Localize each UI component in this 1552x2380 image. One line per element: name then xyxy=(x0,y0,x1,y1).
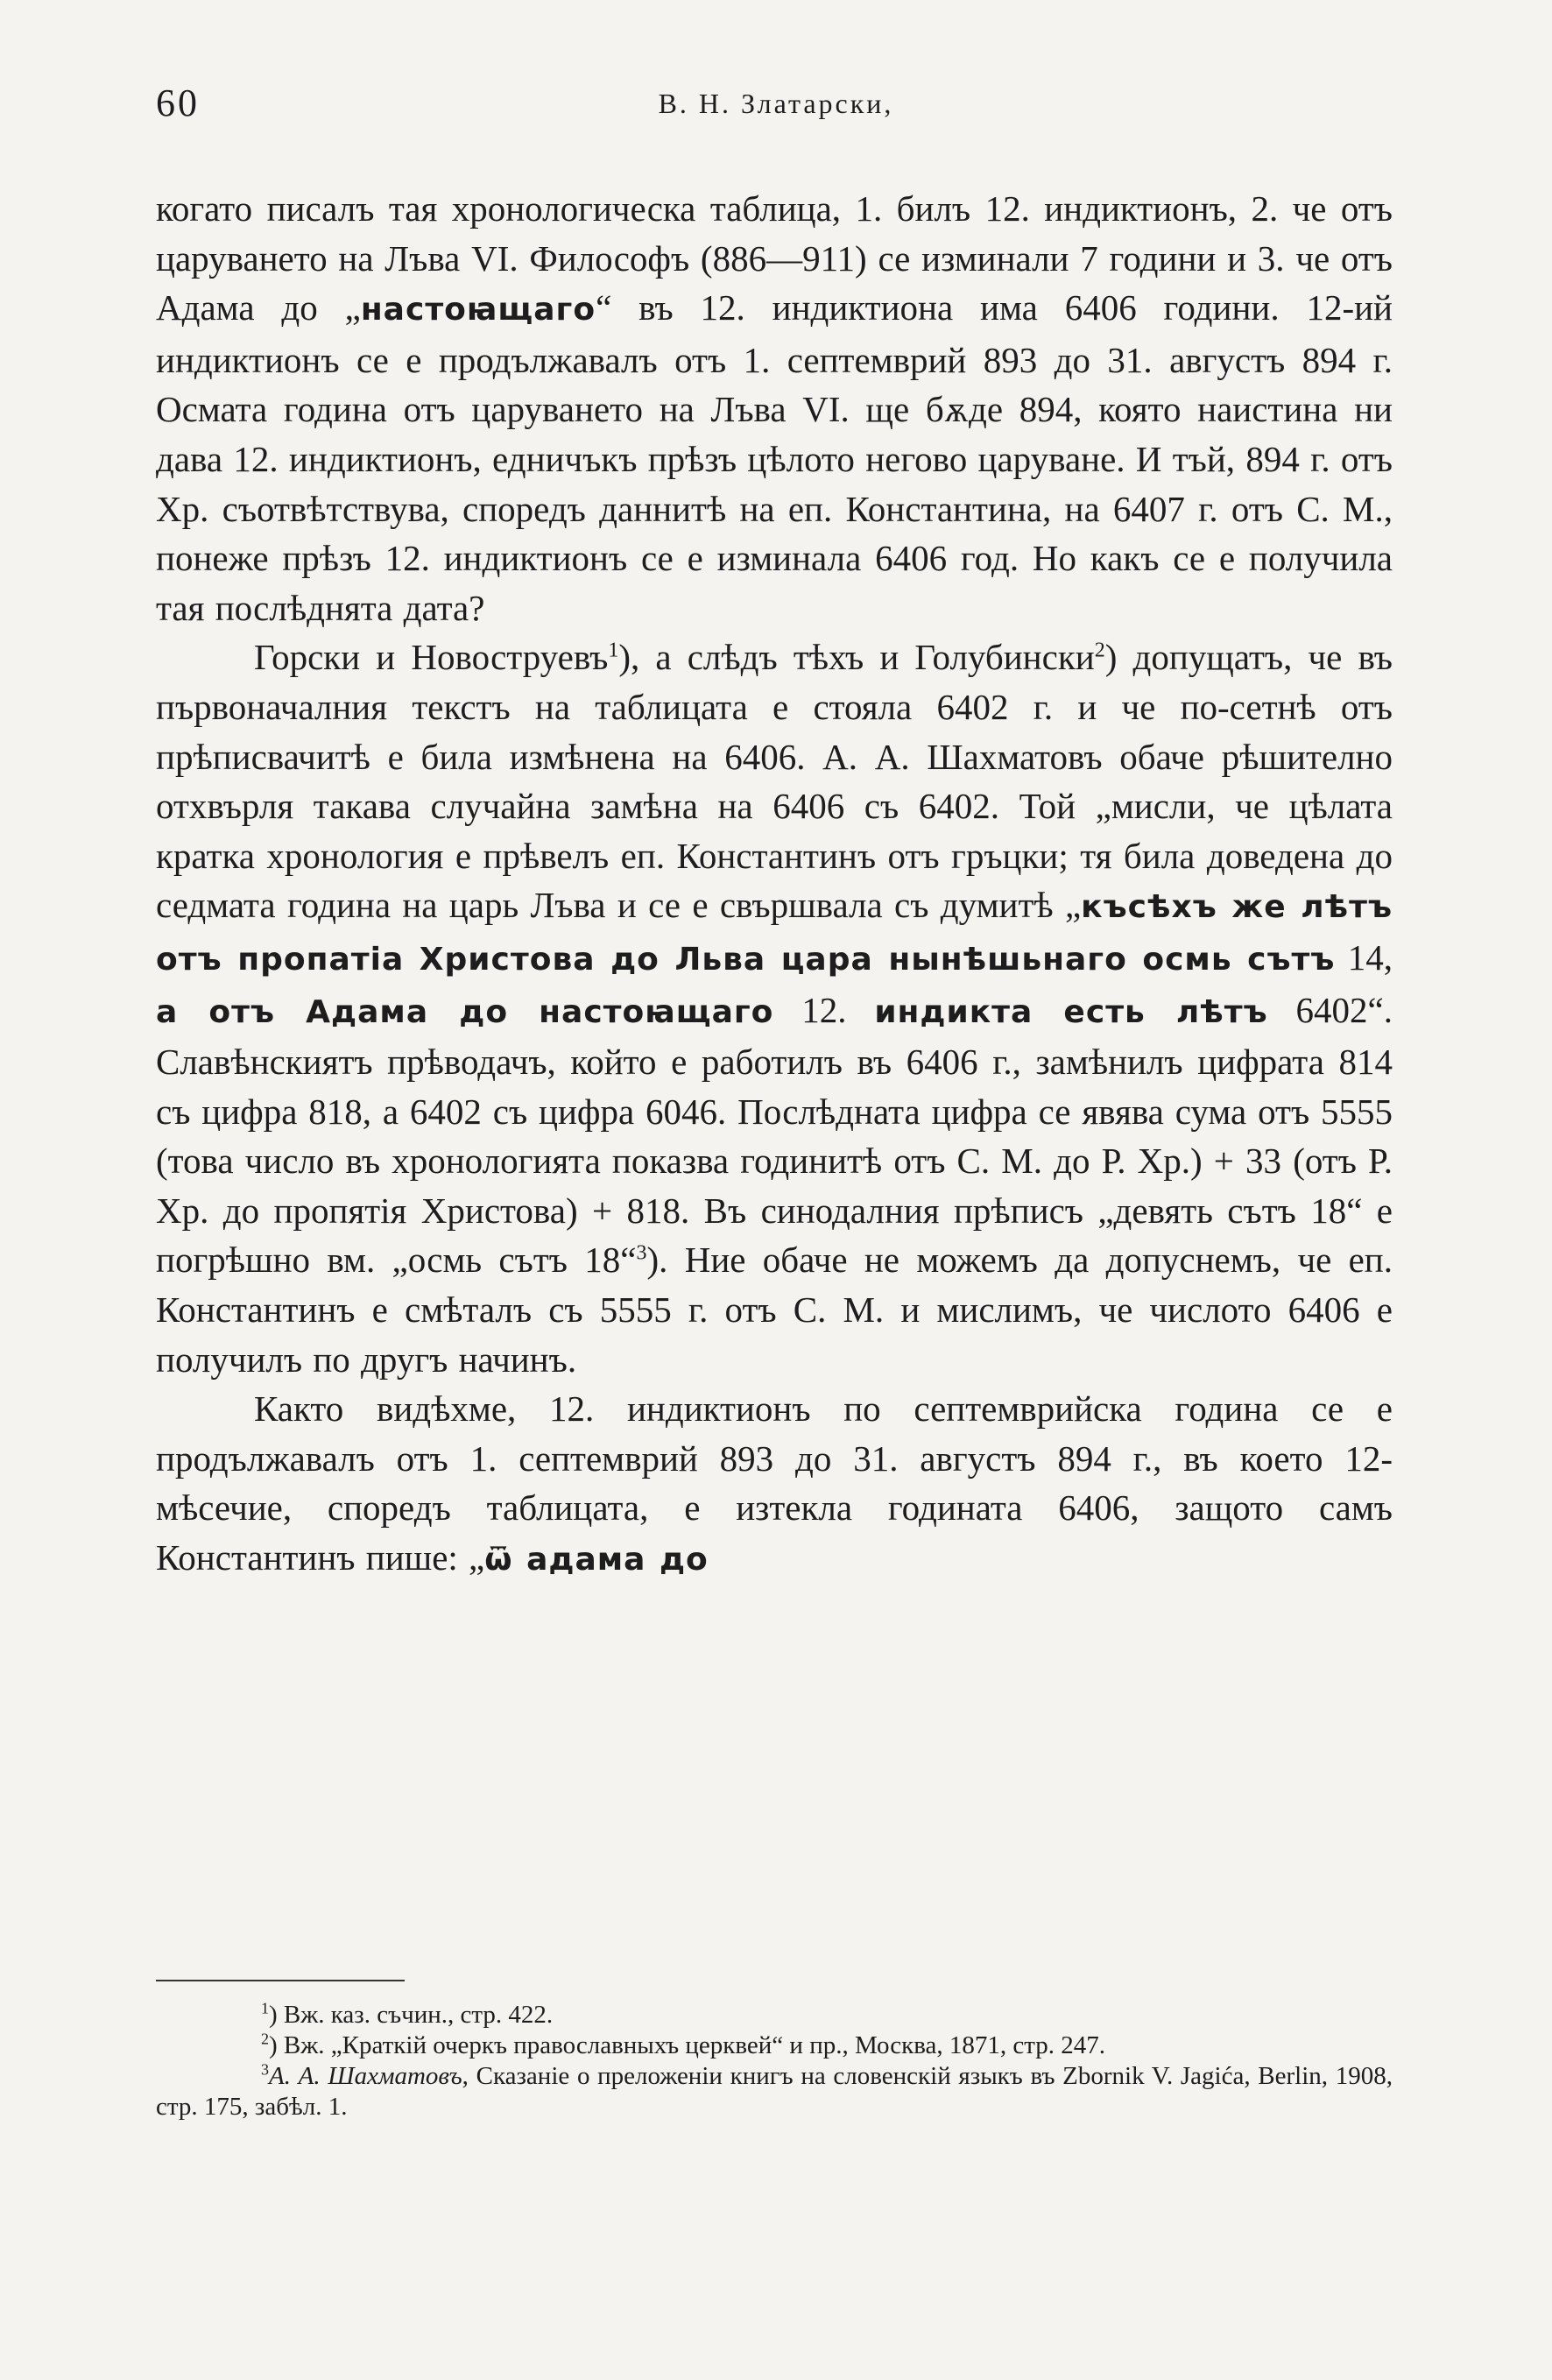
paragraph-3 xyxy=(156,1384,1393,1585)
text-run: 6402“. Славѣнскиятъ прѣводачъ, който е работилъ въ 6406 г., замѣнилъ цифрата 814 съ цифра 818, а 6402 съ цифра 6046. Послѣдната цифра се явява сума отъ 5555 (това число въ хронологията показва годинитѣ отъ С. М. до Р. Хр.) + 33 (отъ Р. Хр. до пропятія Христова) + 818. Въ синодалния прѣписъ „девять сътъ 18“ е погрѣшно вм. „осмь сътъ 18“ xyxy=(156,989,1393,1281)
footnote-1 xyxy=(156,2000,1393,2030)
footnote-3 xyxy=(156,2061,1393,2122)
footnote-text: ) Вж. каз. съчин., стр. 422. xyxy=(269,2001,554,2029)
church-slavonic-quote: а отъ Адама до настоꙗщаго xyxy=(156,993,774,1030)
church-slavonic-quote: ѿ адама до xyxy=(484,1542,709,1578)
main-text xyxy=(156,184,1393,1585)
footnote-ref: 1 xyxy=(608,639,619,662)
footnote-text: , Сказаніе о преложеніи книгъ на словенскій языкъ въ Zbornik V. Jagića, Berlin, 1908, стр. 175, забѣл. 1. xyxy=(156,2062,1393,2121)
text-run: 12. xyxy=(773,989,875,1030)
church-slavonic-quote: индикта есть лѣтъ xyxy=(874,993,1268,1030)
page-number: 60 xyxy=(156,81,200,124)
paragraph-2 xyxy=(156,632,1393,1384)
paragraph-1 xyxy=(156,184,1393,632)
page-header xyxy=(156,81,1396,142)
footnote-2 xyxy=(156,2030,1393,2061)
church-slavonic-quote: късѣхъ же лѣтъ отъ пропатіа Христова до Льва цара нынѣшьнаго осмь сътъ xyxy=(156,889,1393,978)
text-run: Горски и Новоструевъ xyxy=(254,637,609,678)
text-run: Както видѣхме, 12. индиктионъ по септемврийска година се е продължавалъ отъ 1. септемврий 893 до 31. августъ 894 г., въ което 12-мѣсечие, споредъ таблицата, е изтекла годината 6406, защото самъ Константинъ пише: „ xyxy=(156,1388,1393,1578)
footnote-text: ) Вж. „Краткій очеркъ православныхъ церквей“ и пр., Москва, 1871, стр. 247. xyxy=(269,2031,1106,2059)
footnote-marker: 1 xyxy=(261,1999,269,2017)
footnote-divider xyxy=(156,1980,405,1981)
footnote-author: А. А. Шахматовъ xyxy=(269,2062,462,2090)
footnote-ref: 2 xyxy=(1094,639,1105,662)
footnote-ref: 3 xyxy=(636,1241,647,1265)
footnote-marker: 3 xyxy=(261,2060,269,2079)
church-slavonic-quote: настоꙗщаго xyxy=(360,292,596,328)
text-run: 14, xyxy=(1335,936,1393,978)
footnotes xyxy=(156,2000,1393,2122)
text-run: ) допущатъ, че въ първоначалния текстъ на таблицата е стояла 6402 г. и че по-сетнѣ отъ прѣписвачитѣ е била измѣнена на 6406. А. А. Шахматовъ обаче рѣшително отхвърля такава случайна замѣна на 6406 съ 6402. Той „мисли, че цѣлата кратка хронология е прѣвелъ еп. Константинъ отъ гръцки; тя била доведена до седмата година на царь Лъва и се е свършвала съ думитѣ „ xyxy=(156,637,1393,926)
text-run: ), а слѣдъ тѣхъ и Голубински xyxy=(618,637,1095,678)
text-run: ). Ние обаче не можемъ да допуснемъ, че еп. Константинъ е смѣталъ съ 5555 г. отъ С. М. и мислимъ, че числото 6406 е получилъ по другъ начинъ. xyxy=(156,1239,1393,1380)
text-run: когато писалъ тая хронологическа таблица, 1. билъ 12. индиктионъ, 2. че отъ царуването на Лъва VI. Философъ (886—911) се изминали 7 години и 3. че отъ Адама до „ xyxy=(156,188,1393,328)
footnote-marker: 2 xyxy=(261,2030,269,2048)
text-run: “ въ 12. индиктиона има 6406 години. 12-ий индиктионъ се е продължавалъ отъ 1. септемврий 893 до 31. августъ 894 г. Осмата година отъ царуването на Лъва VI. ще бѫде 894, която наистина ни дава 12. индиктионъ, едничъкъ прѣзъ цѣлото негово царуване. И тъй, 894 г. отъ Хр. съотвѣтствува, споредъ даннитѣ на еп. Константина, на 6407 г. отъ С. М., понеже прѣзъ 12. индиктионъ се е изминала 6406 год. Но какъ се е получила тая послѣднята дата? xyxy=(156,287,1393,628)
running-head: В. Н. Златарски, xyxy=(658,88,894,119)
